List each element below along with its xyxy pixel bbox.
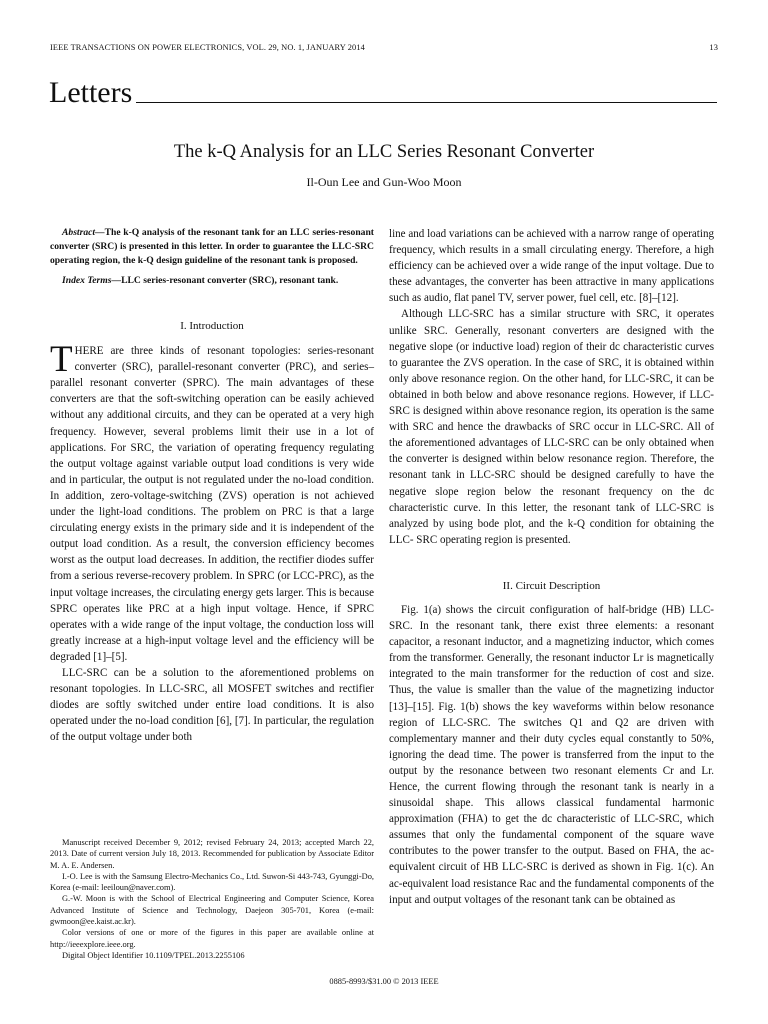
abstract-label: Abstract— [62, 227, 105, 238]
drop-cap: T [50, 339, 73, 381]
footnote-author-1: I.-O. Lee is with the Samsung Electro-Mechanics Co., Ltd. Suwon-Si 443-743, Gyunggi-Do, Korea (e-mail: leeiloun@naver.com). [50, 871, 374, 893]
paper-title: The k-Q Analysis for an LLC Series Resonant Converter [173, 142, 595, 162]
circuit-heading: II. Circuit Description [502, 579, 601, 592]
footnote-author-2: G.-W. Moon is with the School of Electrical Engineering and Computer Science, Korea Advanced Institute of Science and Technology, Daejeon 305-701, Korea (e-mail: gwmoon@ee.kaist.ac.kr). [50, 894, 374, 927]
abstract-text: The k-Q analysis of the resonant tank for an LLC series-resonant converter (SRC) is presented in this letter. In order to guarantee the LLC-SRC operating region, the k-Q design guideline of the resonant tank is proposed. [50, 227, 374, 266]
left-column [50, 226, 374, 745]
authors: Il-Oun Lee and Gun-Woo Moon [306, 175, 462, 189]
index-terms-label: Index Terms— [62, 275, 122, 286]
section-rule [136, 102, 717, 103]
circuit-paragraph-1: Fig. 1(a) shows the circuit configuration of half-bridge (HB) LLC-SRC. In the resonant tank, there exist three elements: a resonant capacitor, a resonant inductor, and a magnetizing inductor, which comes from the transformer. Generally, the resonant inductor Lr is magnetically integrated to the main transformer for the reduction of cost and size. Thus, the value is smaller than the value of the magnetizing inductor [13]–[15]. Fig. 1(b) shows the key waveforms within below resonance region of LLC-SRC. The switches Q1 and Q2 are driven with complementary manner and their duty cycles equal constantly to 50%, ignoring the dead time. The power is transferred from the input to the output by the resonance between two resonant elements Cr and Lr. Hence, the current flowing through the resonant tank is nearly in a sinusoidal shape. This allows classical fundamental harmonic approximation (FHA) to get the dc characteristic of LLC-SRC, which assumes that only the fundamental component of the square wave contributes to the power transfer to the output. Based on FHA, the ac-equivalent circuit of HB LLC-SRC is derived as shown in Fig. 1(c). An ac-equivalent load resistance Rac and the fundamental components of the input and output voltages of the resonant tank can be obtained as [389, 603, 714, 906]
section-label: Letters [49, 76, 133, 109]
index-terms-text: LLC series-resonant converter (SRC), resonant tank. [121, 275, 339, 286]
footnote-doi: Digital Object Identifier 10.1109/TPEL.2013.2255106 [62, 950, 245, 960]
right-paragraph-2: Although LLC-SRC has a similar structure with SRC, it operates unlike SRC. Generally, resonant converters are designed with the negative slope (or inductive load) region of their dc characteristic curves to guarantee the ZVS operation. In the case of SRC, it is obtained within only above resonance region. On the other hand, for LLC-SRC, it can be obtained in both below and above resonance regions. However, if LLC-SRC is designed within above resonance region, its operation is the same with SRC and hence the drawbacks of SRC occur in LLC-SRC. All of the aforementioned advantages of LLC-SRC can be only obtained when the converter is designed within below resonance region. Therefore, the resonant tank in LLC-SRC should be designed carefully to have the negative slope region below the resonant frequency on the dc characteristic curve. In this letter, the resonant tank of LLC-SRC is analyzed by using bode plot, and the k-Q condition for obtaining the LLC- SRC operating region is presented. [389, 308, 714, 546]
intro-paragraph-1 [50, 339, 374, 665]
journal-header: IEEE TRANSACTIONS ON POWER ELECTRONICS, VOL. 29, NO. 1, JANUARY 2014 [50, 43, 365, 52]
right-paragraph-1: line and load variations can be achieved with a narrow range of operating frequency, which results in a small circulating energy. Therefore, a high efficiency can be achieved over a wide range of the input voltage. Due to these advantages, the converter has been attractive in many applications such as audio, flat panel TV, server power, fuel cell, etc. [8]–[12]. [389, 228, 714, 305]
intro-heading: I. Introduction [180, 320, 244, 332]
intro-paragraph-2: LLC-SRC can be a solution to the aforementioned problems on resonant topologies. In LLC-SRC, all MOSFET switches and rectifier diodes are softly switched under entire load conditions. It is also operated under the no-load condition [6], [7]. In particular, the regulation of the output voltage under both [50, 666, 374, 744]
footnote-color: Color versions of one or more of the figures in this paper are available online at http://ieeexplore.ieee.org. [50, 928, 374, 949]
right-column [389, 226, 714, 908]
intro-p1-text: HERE are three kinds of resonant topologies: series-resonant converter (SRC), parallel-resonant converter (PRC), and series–parallel resonant converter (SPRC). The main advantages of these converters are that the soft-switching operation can be easily achieved without any additional circuits, and they can be operated at a very high frequency. However, several problems limit their use in a lot of applications. For SRC, the variation of operating frequency regulating the output voltage against variable output load conditions is very wide and in particular, the output is not regulated under the no-load condition. In addition, zero-voltage-switching (ZVS) operation is not achieved under the light-load conditions. The problem on PRC is that a large circulating energy exists in the primary side and it is independent of the output load condition. As a result, the conversion efficiency becomes worst as the output load decreases. In addition, the rectifier diodes suffer from a serious reverse-recovery problem. In SPRC (or LCC-PRC), as the input voltage increases, the circulating energy gets larger. This is because SPRC operates like PRC at a high input voltage. Hence, if SPRC operates with a wide range of the input voltage, the conduction loss will greatly increase at a high-input voltage level and the efficiency will be degraded [1]–[5]. [50, 345, 374, 663]
copyright-footer: 0885-8993/$31.00 © 2013 IEEE [329, 977, 439, 986]
footnote-manuscript: Manuscript received December 9, 2012; revised February 24, 2013; accepted March 22, 2013. Date of current version July 18, 2013. Recommended for publication by Associate Editor M. A. E. Andersen. [50, 838, 374, 870]
footnotes [50, 837, 374, 961]
index-terms [50, 274, 374, 288]
running-head [50, 43, 718, 52]
abstract [50, 226, 374, 268]
page-number: 13 [709, 43, 718, 52]
section-label-row [49, 78, 717, 108]
